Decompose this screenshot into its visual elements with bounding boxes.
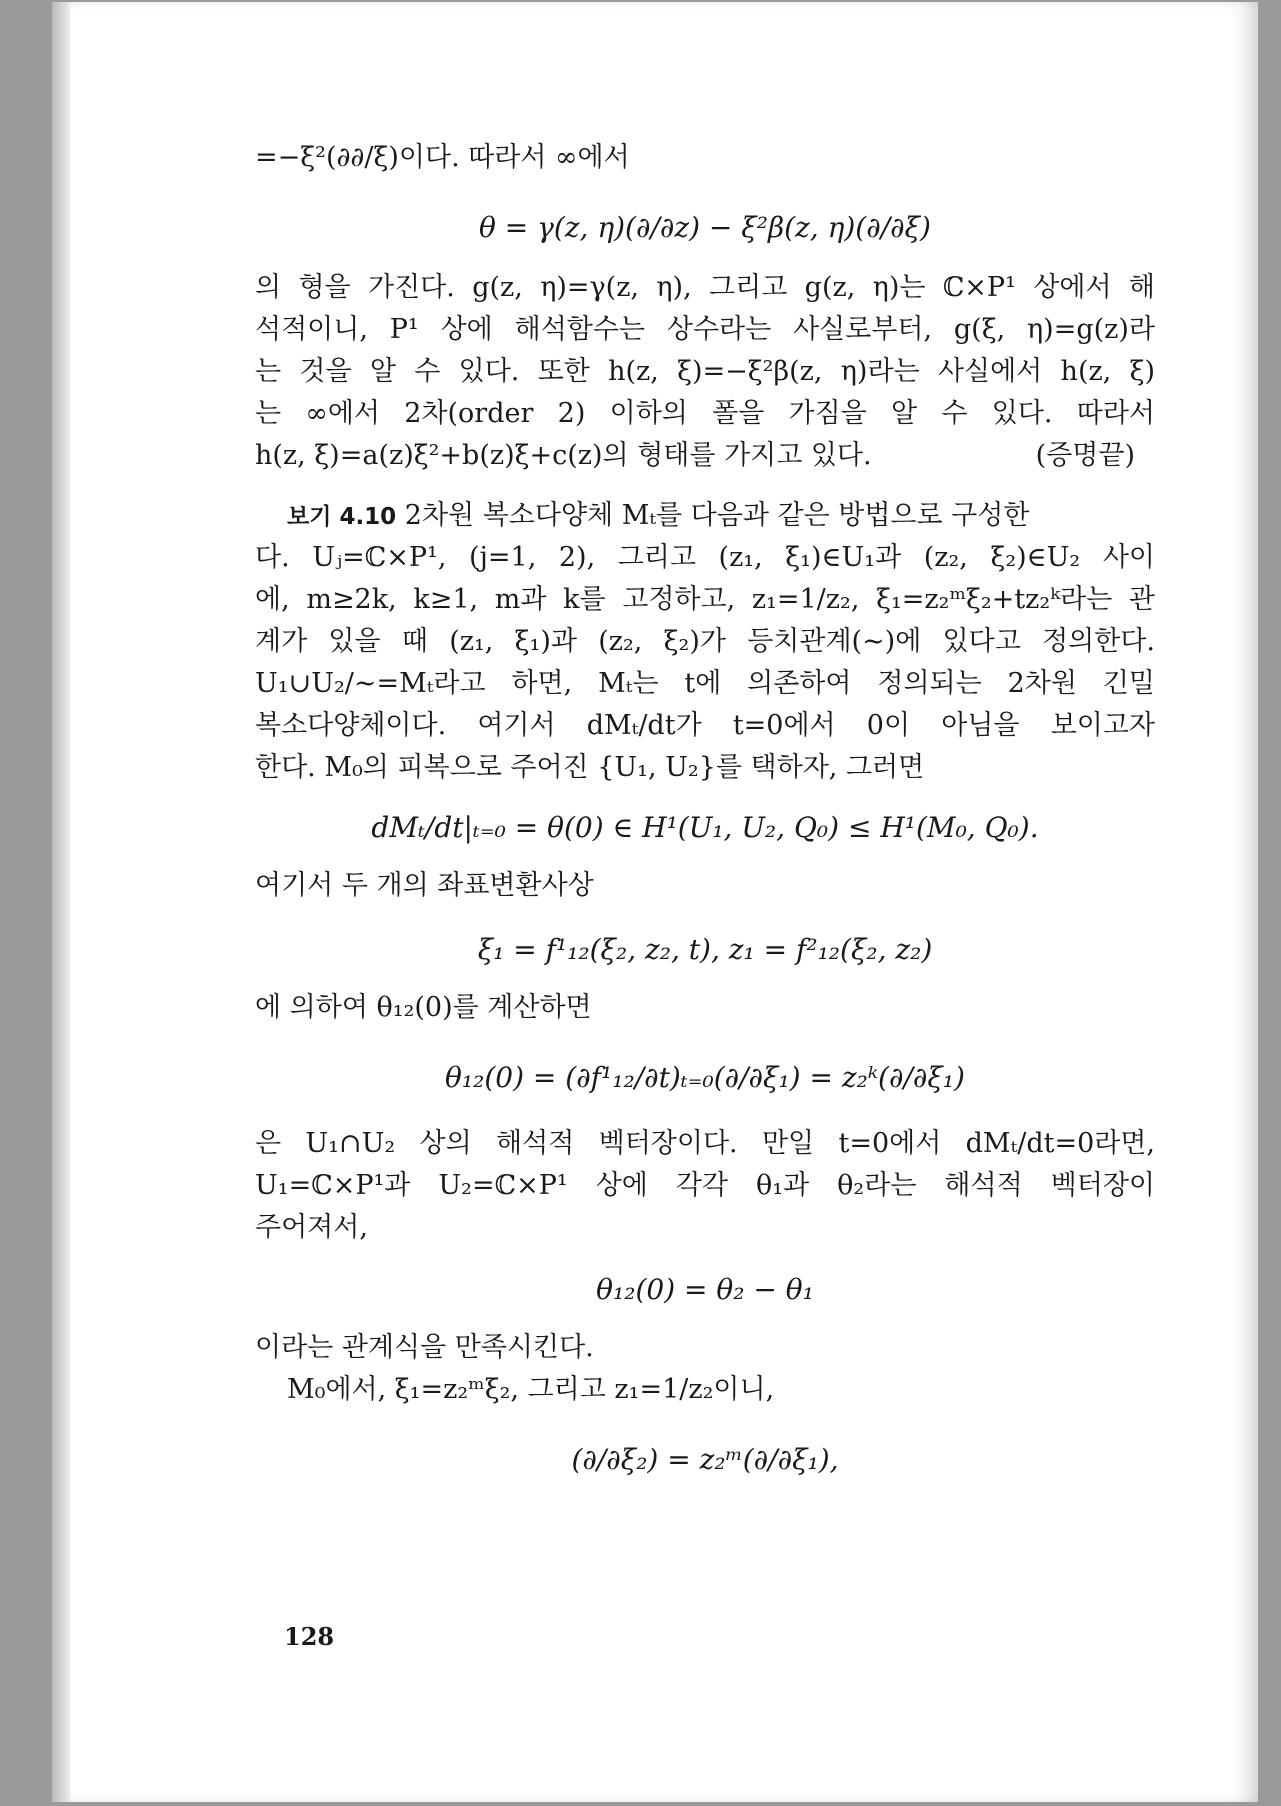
- text-line-14: 여기서 두 개의 좌표변환사상: [255, 870, 594, 901]
- text-line-5: 는 ∞에서 2차(order 2) 이하의 폴을 가짐을 알 수 있다. 따라서: [255, 398, 1155, 429]
- text-line-6: [255, 438, 1155, 474]
- text-line-10: 계가 있을 때 (z₁, ξ₁)과 (z₂, ξ₂)가 등치관계(∼)에 있다고 정의한다.: [255, 626, 1155, 657]
- text-line-15: 에 의하여 θ₁₂(0)를 계산하면: [255, 992, 592, 1023]
- text-line-12: 복소다양체이다. 여기서 dMₜ/dt가 t=0에서 0이 아님을 보이고자: [255, 710, 1155, 741]
- equation-dMt: dMₜ/dt|ₜ₌₀ = θ(0) ∈ H¹(U₁, U₂, Q₀) ≤ H¹(M₀, Q₀).: [371, 811, 1039, 844]
- text-line-4: 는 것을 알 수 있다. 또한 h(z, ξ)=−ξ²β(z, η)라는 사실에서 h(z, ξ): [255, 356, 1155, 387]
- equation-theta12: θ₁₂(0) = (∂f¹₁₂/∂t)ₜ₌₀(∂/∂ξ₁) = z₂ᵏ(∂/∂ξ₁): [445, 1061, 965, 1094]
- text-line-16: 은 U₁∩U₂ 상의 해석적 벡터장이다. 만일 t=0에서 dMₜ/dt=0라면,: [255, 1128, 1155, 1159]
- text-line-1: =−ξ²(∂∂/ξ)이다. 따라서 ∞에서: [255, 142, 630, 173]
- equation-theta-difference: θ₁₂(0) = θ₂ − θ₁: [596, 1273, 814, 1306]
- text-line-19: 이라는 관계식을 만족시킨다.: [255, 1332, 594, 1363]
- text-line-7: 2차원 복소다양체 Mₜ를 다음과 같은 방법으로 구성한: [404, 500, 1030, 531]
- text-line-9: 에, m≥2k, k≥1, m과 k를 고정하고, z₁=1/z₂, ξ₁=z₂ᵐξ₂+tz₂ᵏ라는 관: [255, 584, 1155, 615]
- text-line-2: 의 형을 가진다. g(z, η)=γ(z, η), 그리고 g(z, η)는 ℂ×P¹ 상에서 해: [255, 272, 1155, 303]
- text-line-18: 주어져서,: [255, 1212, 368, 1243]
- text-line-3: 석적이니, P¹ 상에 해석함수는 상수라는 사실로부터, g(ξ, η)=g(z)라: [255, 314, 1155, 345]
- example-heading-line: [255, 498, 1155, 535]
- proof-end-mark: (증명끝): [1035, 440, 1135, 471]
- text-line-6-body: h(z, ξ)=a(z)ξ²+b(z)ξ+c(z)의 형태를 가지고 있다.: [255, 440, 872, 471]
- text-line-13: 한다. M₀의 피복으로 주어진 {U₁, U₂}를 택하자, 그러면: [255, 752, 925, 783]
- text-line-11: U₁∪U₂/∼=Mₜ라고 하면, Mₜ는 t에 의존하여 정의되는 2차원 긴밀: [255, 668, 1155, 699]
- page-number: 128: [284, 1622, 335, 1651]
- book-page: [52, 2, 1258, 1802]
- equation-coordinate-maps: ξ₁ = f¹₁₂(ξ₂, z₂, t), z₁ = f²₁₂(ξ₂, z₂): [477, 933, 933, 966]
- equation-theta: θ = γ(z, η)(∂/∂z) − ξ²β(z, η)(∂/∂ξ): [479, 211, 931, 244]
- text-line-17: U₁=ℂ×P¹과 U₂=ℂ×P¹ 상에 각각 θ₁과 θ₂라는 해석적 벡터장이: [255, 1170, 1155, 1201]
- text-line-20: M₀에서, ξ₁=z₂ᵐξ₂, 그리고 z₁=1/z₂이니,: [287, 1374, 775, 1405]
- equation-partial-transform: (∂/∂ξ₂) = z₂ᵐ(∂/∂ξ₁),: [571, 1443, 839, 1476]
- page-edge-shadow: [52, 2, 70, 1802]
- example-label: 보기 4.10: [287, 504, 397, 530]
- text-line-8: 다. Uⱼ=ℂ×P¹, (j=1, 2), 그리고 (z₁, ξ₁)∈U₁과 (z₂, ξ₂)∈U₂ 사이: [255, 542, 1155, 573]
